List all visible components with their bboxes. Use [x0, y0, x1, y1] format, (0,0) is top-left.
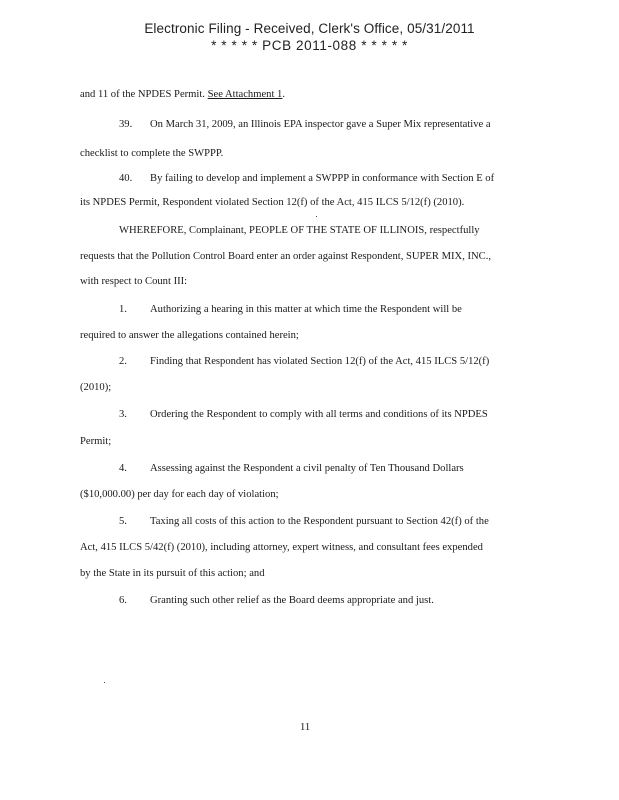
item-1-number: 1.	[119, 304, 127, 315]
item-1-line1: Authorizing a hearing in this matter at which time the Respondent will be	[150, 304, 462, 315]
item-2-line1: Finding that Respondent has violated Section 12(f) of the Act, 415 ILCS 5/12(f)	[150, 356, 490, 367]
item-5-number: 5.	[119, 516, 127, 527]
paragraph-39-number: 39.	[119, 119, 133, 130]
scan-speck	[316, 216, 317, 217]
item-5-line2: Act, 415 ILCS 5/42(f) (2010), including attorney, expert witness, and consultant fees expended	[80, 542, 483, 553]
paragraph-40-number: 40.	[119, 173, 133, 184]
wherefore-line1: WHEREFORE, Complainant, PEOPLE OF THE STATE OF ILLINOIS, respectfully	[119, 225, 480, 236]
item-3-line2: Permit;	[80, 436, 112, 447]
paragraph-40-line1: By failing to develop and implement a SWPPP in conformance with Section E of	[150, 173, 495, 184]
item-4-line2: ($10,000.00) per day for each day of violation;	[80, 489, 279, 500]
item-5-line3: by the State in its pursuit of this action; and	[80, 568, 265, 579]
intro-text: and 11 of the NPDES Permit.	[80, 89, 205, 100]
paragraph-40-line2: its NPDES Permit, Respondent violated Section 12(f) of the Act, 415 ILCS 5/12(f) (2010).	[80, 197, 465, 208]
item-5-line1: Taxing all costs of this action to the Respondent pursuant to Section 42(f) of the	[150, 516, 489, 527]
item-4-line1: Assessing against the Respondent a civil penalty of Ten Thousand Dollars	[150, 463, 464, 474]
item-4-number: 4.	[119, 463, 127, 474]
paragraph-39-line2: checklist to complete the SWPPP.	[80, 148, 224, 159]
wherefore-line2: requests that the Pollution Control Board enter an order against Respondent, SUPER MIX, INC.,	[80, 251, 492, 262]
item-6-number: 6.	[119, 595, 127, 606]
intro-period: .	[282, 89, 286, 100]
page-number: 11	[300, 722, 311, 733]
scan-speck	[104, 682, 105, 683]
wherefore-line3: with respect to Count III:	[80, 276, 188, 287]
item-1-line2: required to answer the allegations contained herein;	[80, 330, 299, 341]
attachment-reference: See Attachment 1	[207, 89, 283, 100]
filing-stamp-line1: Electronic Filing - Received, Clerk's Office, 05/31/2011	[144, 21, 475, 36]
intro-line	[80, 88, 285, 102]
filing-stamp-line2: * * * * * PCB 2011-088 * * * * *	[211, 38, 408, 53]
item-2-line2: (2010);	[80, 382, 112, 393]
paragraph-39-line1: On March 31, 2009, an Illinois EPA inspector gave a Super Mix representative a	[150, 119, 491, 130]
item-3-line1: Ordering the Respondent to comply with all terms and conditions of its NPDES	[150, 409, 488, 420]
item-6-line1: Granting such other relief as the Board deems appropriate and just.	[150, 595, 434, 606]
item-3-number: 3.	[119, 409, 127, 420]
item-2-number: 2.	[119, 356, 127, 367]
